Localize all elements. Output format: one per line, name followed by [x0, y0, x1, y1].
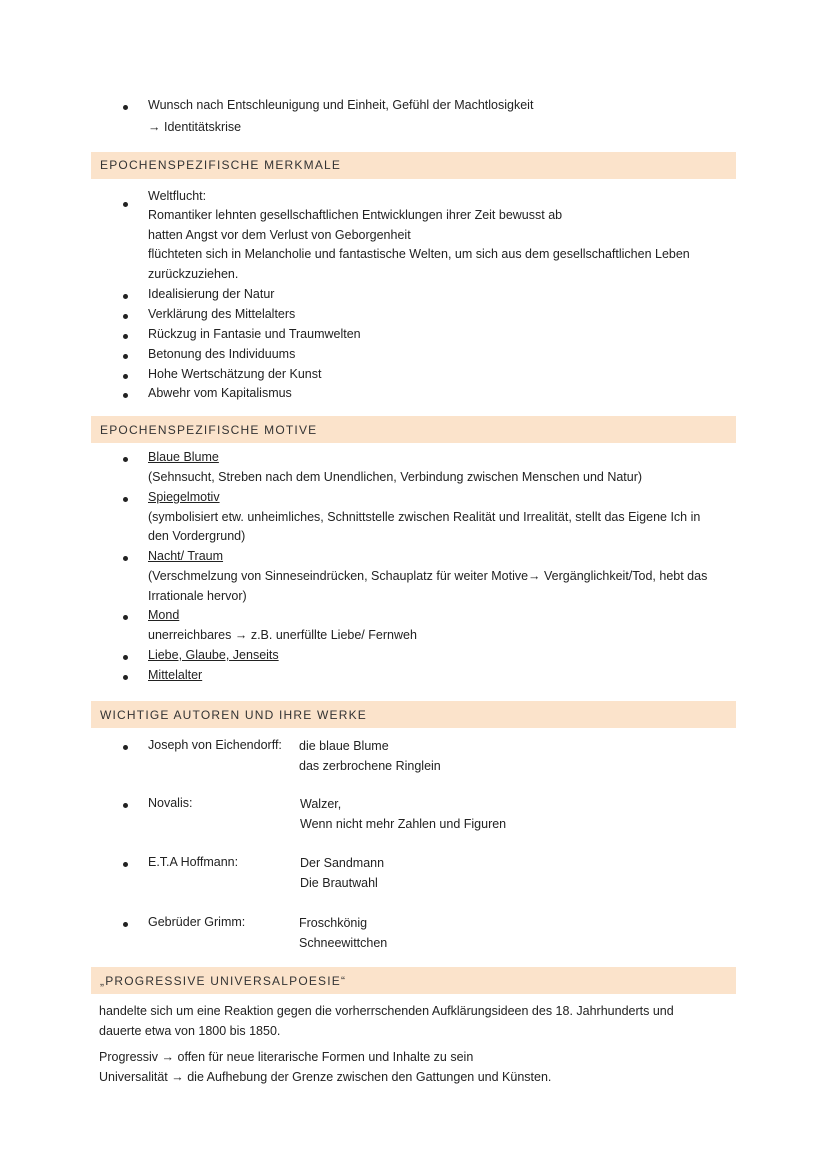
- bullet-icon: [123, 745, 128, 750]
- bullet-icon: [123, 556, 128, 561]
- merkmale-heading: EPOCHENSPEZIFISCHE MERKMALE: [100, 158, 342, 172]
- motiv-title: Mittelalter: [148, 668, 203, 682]
- intro-arrow-line: → Identitätskrise: [148, 120, 242, 134]
- author-work: Wenn nicht mehr Zahlen und Figuren: [300, 817, 507, 831]
- poesie-heading: „PROGRESSIVE UNIVERSALPOESIE“: [100, 974, 347, 988]
- bullet-icon: [123, 354, 128, 359]
- motiv-desc: (Verschmelzung von Sinneseindrücken, Schauplatz für weiter Motive→ Vergänglichkeit/Tod, hebt das: [148, 569, 708, 583]
- autoren-heading: WICHTIGE AUTOREN UND IHRE WERKE: [100, 708, 367, 722]
- bullet-icon: [123, 334, 128, 339]
- merkmal-item: Betonung des Individuums: [148, 347, 296, 361]
- motiv-title: Liebe, Glaube, Jenseits: [148, 648, 279, 662]
- bullet-icon: [123, 862, 128, 867]
- motiv-title: Spiegelmotiv: [148, 490, 220, 504]
- poesie-paragraph-line: Universalität → die Aufhebung der Grenze zwischen den Gattungen und Künsten.: [99, 1070, 552, 1084]
- motiv-title: Mond: [148, 608, 180, 622]
- weltflucht-title: Weltflucht:: [148, 189, 207, 203]
- author-work: Walzer,: [300, 797, 342, 811]
- poesie-paragraph-line: handelte sich um eine Reaktion gegen die vorherrschenden Aufklärungsideen des 18. Jahrhunderts und: [99, 1004, 674, 1018]
- bullet-icon: [123, 615, 128, 620]
- merkmal-item: Hohe Wertschätzung der Kunst: [148, 367, 322, 381]
- motive-heading: EPOCHENSPEZIFISCHE MOTIVE: [100, 423, 318, 437]
- weltflucht-line: hatten Angst vor dem Verlust von Geborgenheit: [148, 228, 411, 242]
- motiv-desc: unerreichbares → z.B. unerfüllte Liebe/ Fernweh: [148, 628, 417, 642]
- motiv-title: Blaue Blume: [148, 450, 219, 464]
- merkmal-item: Rückzug in Fantasie und Traumwelten: [148, 327, 361, 341]
- intro-bullet-text: Wunsch nach Entschleunigung und Einheit, Gefühl der Machtlosigkeit: [148, 98, 534, 112]
- motiv-desc: Irrationale hervor): [148, 589, 247, 603]
- author-work: das zerbrochene Ringlein: [299, 759, 441, 773]
- bullet-icon: [123, 655, 128, 660]
- motiv-desc: den Vordergrund): [148, 529, 246, 543]
- bullet-icon: [123, 497, 128, 502]
- author-work: Der Sandmann: [300, 856, 385, 870]
- bullet-icon: [123, 393, 128, 398]
- bullet-icon: [123, 803, 128, 808]
- author-work: Schneewittchen: [299, 936, 388, 950]
- author-name: Gebrüder Grimm:: [148, 915, 246, 929]
- author-name: Joseph von Eichendorff:: [148, 738, 282, 752]
- bullet-icon: [123, 374, 128, 379]
- poesie-paragraph-line: dauerte etwa von 1800 bis 1850.: [99, 1024, 281, 1038]
- merkmal-item: Abwehr vom Kapitalismus: [148, 386, 292, 400]
- motiv-title: Nacht/ Traum: [148, 549, 224, 563]
- author-work: Die Brautwahl: [300, 876, 378, 890]
- author-work: die blaue Blume: [299, 739, 389, 753]
- motiv-desc: (Sehnsucht, Streben nach dem Unendlichen, Verbindung zwischen Menschen und Natur): [148, 470, 643, 484]
- motiv-desc: (symbolisiert etw. unheimliches, Schnittstelle zwischen Realität und Irrealität, stellt das Eigene Ich in: [148, 510, 701, 524]
- bullet-icon: [123, 457, 128, 462]
- merkmal-item: Idealisierung der Natur: [148, 287, 275, 301]
- bullet-icon: [123, 922, 128, 927]
- weltflucht-line: zurückzuziehen.: [148, 267, 239, 281]
- bullet-icon: [123, 314, 128, 319]
- poesie-paragraph-line: Progressiv → offen für neue literarische Formen und Inhalte zu sein: [99, 1050, 474, 1064]
- author-name: E.T.A Hoffmann:: [148, 855, 239, 869]
- bullet-icon: [123, 294, 128, 299]
- bullet-icon: [123, 202, 128, 207]
- author-name: Novalis:: [148, 796, 193, 810]
- bullet-icon: [123, 675, 128, 680]
- weltflucht-line: flüchteten sich in Melancholie und fantastische Welten, um sich aus dem gesellschaftlichen Leben: [148, 247, 690, 261]
- bullet-icon: [123, 105, 128, 110]
- weltflucht-line: Romantiker lehnten gesellschaftlichen Entwicklungen ihrer Zeit bewusst ab: [148, 208, 563, 222]
- merkmal-item: Verklärung des Mittelalters: [148, 307, 296, 321]
- author-work: Froschkönig: [299, 916, 368, 930]
